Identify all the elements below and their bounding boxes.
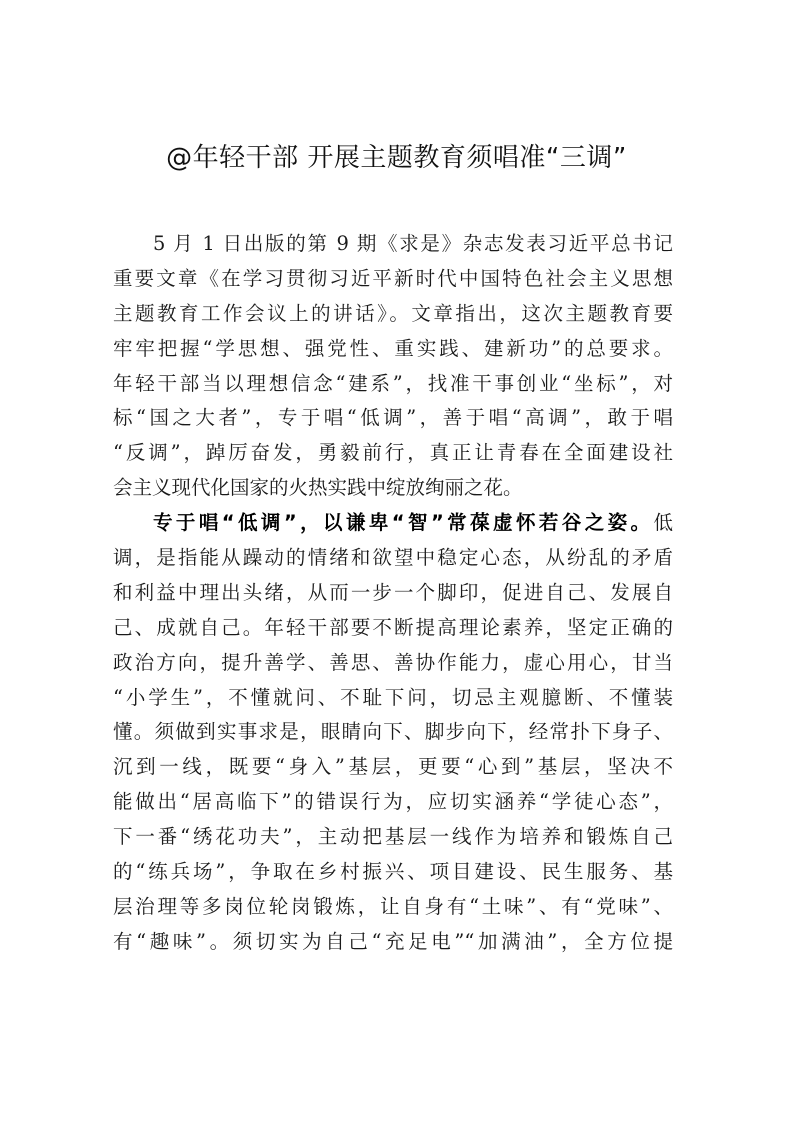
- text-line: 能做出“居高临下”的错误行为，应切实涵养“学徒心态”，: [113, 790, 673, 814]
- text-line: “小学生”，不懂就问、不耻下问，切忌主观臆断、不懂装: [113, 685, 673, 709]
- text-line: 的“练兵场”，争取在乡村振兴、项目建设、民生服务、基: [113, 860, 673, 884]
- text-line: 和利益中理出头绪，从而一步一个脚印，促进自己、发展自: [113, 580, 673, 604]
- paragraph-low-key: [113, 506, 673, 960]
- section-heading-line: [113, 506, 673, 541]
- heading-tail-text: 低: [653, 511, 673, 535]
- text-line: 会主义现代化国家的火热实践中绽放绚丽之花。: [113, 476, 523, 500]
- text-line: “反调”，踔厉奋发，勇毅前行，真正让青春在全面建设社: [113, 441, 673, 465]
- text-line: 年轻干部当以理想信念“建系”，找准干事创业“坐标”，对: [113, 371, 673, 395]
- text-line: 政治方向，提升善学、善思、善协作能力，虚心用心，甘当: [113, 650, 673, 674]
- text-line: 重要文章《在学习贯彻习近平新时代中国特色社会主义思想: [113, 266, 673, 290]
- text-line: 懂。须做到实事求是，眼睛向下、脚步向下，经常扑下身子、: [113, 720, 673, 744]
- section-heading: 专于唱“低调”，以谦卑“智”常葆虚怀若谷之姿。: [153, 511, 654, 535]
- text-line: 标“国之大者”，专于唱“低调”，善于唱“高调”，敢于唱: [113, 406, 673, 430]
- text-line: 己、成就自己。年轻干部要不断提高理论素养，坚定正确的: [113, 615, 673, 639]
- text-line: 有“趣味”。须切实为自己“充足电”“加满油”，全方位提: [113, 929, 673, 953]
- text-line: 调，是指能从躁动的情绪和欲望中稳定心态，从纷乱的矛盾: [113, 546, 673, 570]
- article-title: @年轻干部 开展主题教育须唱准“三调”: [166, 143, 627, 173]
- text-line: 层治理等多岗位轮岗锻炼，让自身有“土味”、有“党味”、: [113, 894, 673, 918]
- text-line: 5 月 1 日出版的第 9 期《求是》杂志发表习近平总书记: [153, 232, 673, 255]
- text-line: 沉到一线，既要“身入”基层，更要“心到”基层，坚决不: [113, 755, 673, 779]
- paragraph-intro: [113, 227, 673, 506]
- text-line: 主题教育工作会议上的讲话》。文章指出，这次主题教育要: [113, 301, 673, 325]
- text-line: 牢牢把握“学思想、强党性、重实践、建新功”的总要求。: [113, 336, 673, 360]
- text-line: 下一番“绣花功夫”，主动把基层一线作为培养和锻炼自己: [113, 825, 673, 849]
- article-body: [113, 227, 673, 960]
